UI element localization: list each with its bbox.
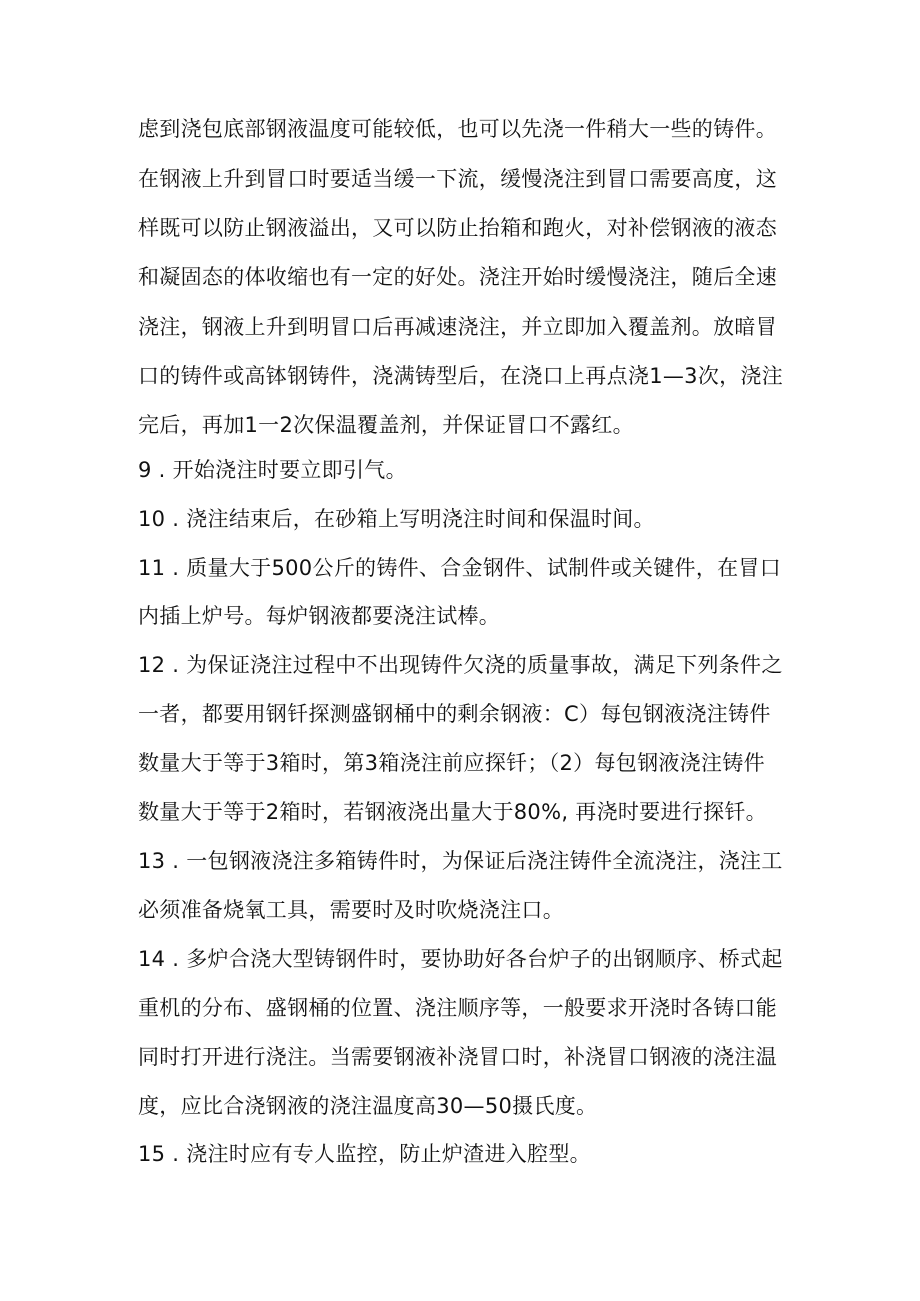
text-line: 同时打开进行浇注。当需要钢液补浇冒口时，补浇冒口钢液的浇注温 xyxy=(138,1045,777,1069)
text-line: 口的铸件或高钵钢铸件，浇满铸型后，在浇口上再点浇1—3次，浇注 xyxy=(138,364,784,388)
list-item-10: 10 . 浇注结束后，在砂箱上写明浇注时间和保温时间。 xyxy=(138,507,655,531)
text-line: 浇注，钢液上升到明冒口后再减速浇注，并立即加入覆盖剂。放暗冒 xyxy=(138,315,777,339)
text-line: 虑到浇包底部钢液温度可能较低，也可以先浇一件稍大一些的铸件。 xyxy=(138,117,777,141)
list-item-12: 12 . 为保证浇注过程中不出现铸件欠浇的质量事故，满足下列条件之 xyxy=(138,653,783,677)
list-item-11: 11 . 质量大于500公斤的铸件、合金钢件、试制件或关键件，在冒口 xyxy=(138,556,782,580)
text-line: 和凝固态的体收缩也有一定的好处。浇注开始时缓慢浇注，随后全速 xyxy=(138,265,777,289)
list-item-14: 14 . 多炉合浇大型铸钢件时，要协助好各台炉子的出钢顺序、桥式起 xyxy=(138,947,783,971)
text-line: 样既可以防止钢液溢出，又可以防止抬箱和跑火，对补偿钢液的液态 xyxy=(138,216,777,240)
list-item-9: 9 . 开始浇注时要立即引气。 xyxy=(138,458,407,482)
list-item-15: 15 . 浇注时应有专人监控，防止炉渣进入腔型。 xyxy=(138,1142,591,1166)
text-line: 完后，再加1一2次保温覆盖剂，并保证冒口不露红。 xyxy=(138,413,634,437)
text-line: 在钢液上升到冒口时要适当缓一下流，缓慢浇注到冒口需要高度，这 xyxy=(138,167,777,191)
text-line: 重机的分布、盛钢桶的位置、浇注顺序等，一般要求开浇时各铸口能 xyxy=(138,996,777,1020)
text-line: 内插上炉号。每炉钢液都要浇注试棒。 xyxy=(138,604,501,628)
text-line: 必须准备烧氧工具，需要时及时吹烧浇注口。 xyxy=(138,898,564,922)
text-line: 一者，都要用钢钎探测盛钢桶中的剩余钢液：C）每包钢液浇注铸件 xyxy=(138,702,771,726)
text-line: 度，应比合浇钢液的浇注温度高30—50摄氏度。 xyxy=(138,1094,598,1118)
list-item-13: 13 . 一包钢液浇注多箱铸件时，为保证后浇注铸件全流浇注，浇注工 xyxy=(138,849,783,873)
text-line: 数量大于等于3箱时，第3箱浇注前应探钎；（2）每包钢液浇注铸件 xyxy=(138,751,765,775)
text-line: 数量大于等于2箱时，若钢液浇出量大于80%, 再浇时要进行探钎。 xyxy=(138,800,767,824)
